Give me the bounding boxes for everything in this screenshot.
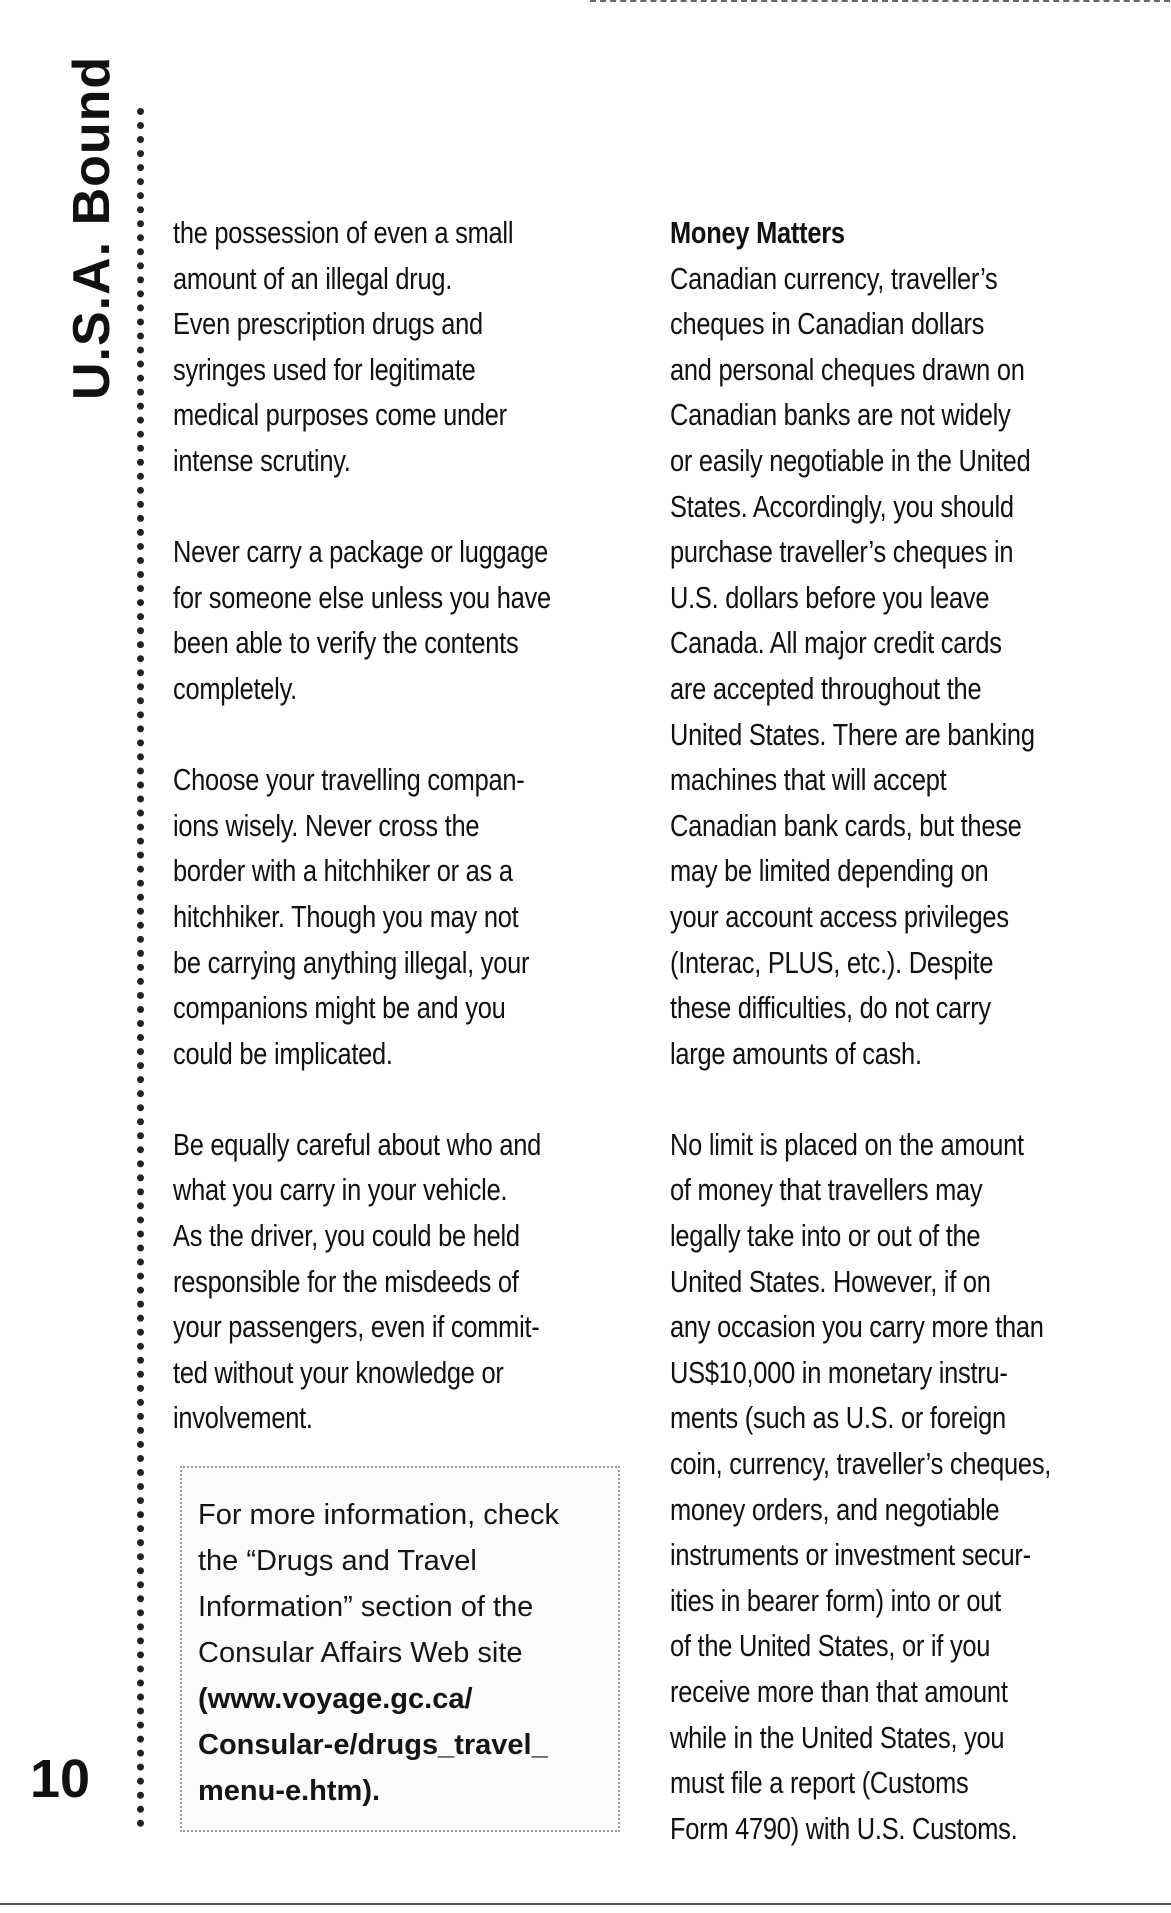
page-number: 10: [30, 1749, 91, 1809]
left-column: [173, 210, 632, 1487]
bottom-edge-rule: [0, 1903, 1171, 1905]
paragraph-drug-possession: the possession of even a small amount of an illegal drug. Even prescription drugs and syringes used for legitimate medical purposes come under intense scrutiny.: [173, 215, 514, 478]
dotted-margin-rule: [137, 108, 144, 1828]
paragraph-travelling-companions: Choose your travelling compan- ions wisely. Never cross the border with a hitchhiker or as a hitchhiker. Though you may not be carrying anything illegal, your companions might be and you could be implicated.: [173, 762, 530, 1071]
top-edge-marks: [590, 0, 1170, 6]
paragraph-currency: Canadian currency, traveller’s cheques in Canadian dollars and personal cheques drawn on Canadian banks are not widely or easily negotiable in the United States. Accordingly, you should purchase traveller’s cheques in U.S. dollars before you leave Canada. All major credit cards are accepted throughout the United States. There are banking machines that will accept Canadian bank cards, but these may be limited depending on your account access privileges (Interac, PLUS, etc.). Despite these difficulties, do not carry large amounts of cash.: [670, 260, 1035, 1071]
right-column: [670, 210, 1129, 1897]
paragraph-vehicle-contents: Be equally careful about who and what you carry in your vehicle. As the driver, you could be held responsible for the misdeeds of your passengers, even if commit- ted without your knowledge or involvement.: [173, 1126, 542, 1436]
running-head-title: U.S.A. Bound: [63, 55, 121, 400]
section-heading-money-matters: Money Matters: [670, 215, 845, 250]
consular-affairs-link[interactable]: (www.voyage.gc.ca/ Consular-e/drugs_travel_ menu-e.htm).: [198, 1683, 548, 1807]
info-box-text: For more information, check the “Drugs and Travel Information” section of the Consular Affairs Web site: [198, 1499, 560, 1669]
paragraph-package-warning: Never carry a package or luggage for someone else unless you have been able to verify the contents completely.: [173, 534, 551, 706]
more-information-box: [180, 1466, 620, 1832]
paragraph-money-limit: No limit is placed on the amount of money that travellers may legally take into or out of the United States. However, if on any occasion you carry more than US$10,000 in monetary instru- ments (such as U.S. or foreign coin, currency, traveller’s cheques, money orders, and negotiable instruments or investment secur- ities in bearer form) into or out of the United States, or if you receive more than that amount while in the United States, you must file a report (Customs Form 4790) with U.S. Customs.: [670, 1126, 1052, 1846]
